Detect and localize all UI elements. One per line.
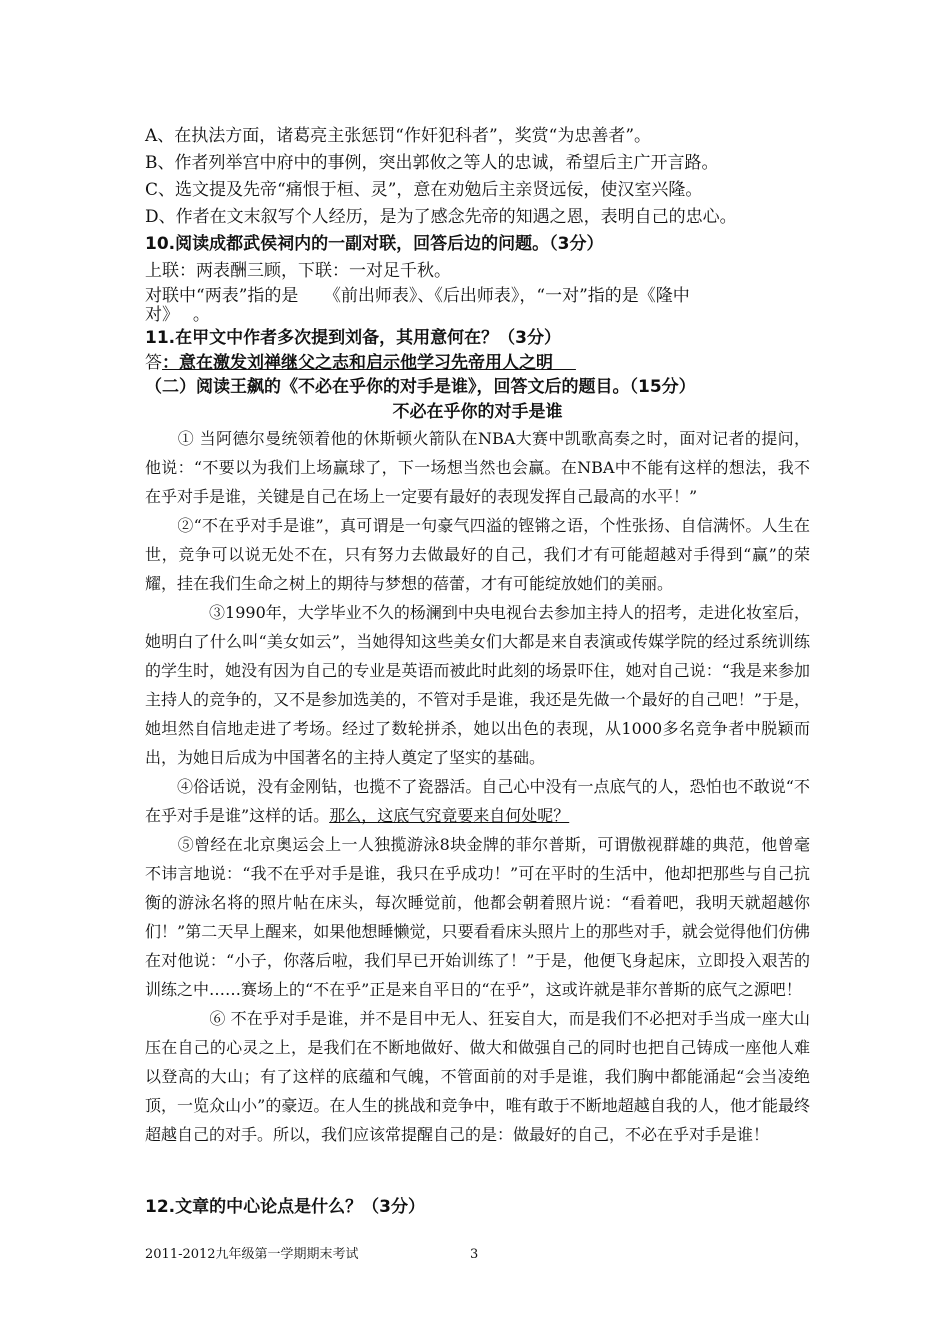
answer-10-line1: 对联中“两表”指的是 《前出师表》、《后出师表》，“一对”指的是《隆中 [145, 286, 690, 306]
section-2-heading: （二）阅读王飙的《不必在乎你的对手是谁》，回答文后的题目。（15分） [145, 377, 696, 397]
option-b: B、作者列举宫中府中的事例，突出郭攸之等人的忠诚，希望后主广开言路。 [145, 153, 719, 173]
option-c: C、选文提及先帝“痛恨于桓、灵”，意在劝勉后主亲贤远佞，使汉室兴隆。 [145, 180, 703, 200]
question-11: 11.在甲文中作者多次提到刘备，其用意何在？（3分） [145, 328, 561, 348]
answer-11-text: ：意在激发刘禅继父之志和启示他学习先帝用人之明 [162, 353, 576, 373]
answer-10-line2: 对》 。 [145, 305, 210, 325]
option-d: D、作者在文末叙写个人经历，是为了感念先帝的知遇之恩，表明自己的忠心。 [145, 207, 737, 227]
option-a: A、在执法方面，诸葛亮主张惩罚“作奸犯科者”，奖赏“为忠善者”。 [145, 126, 652, 146]
question-10: 10.阅读成都武侯祠内的一副对联，回答后边的问题。（3分） [145, 234, 604, 254]
answer-prefix: 答 [145, 353, 162, 373]
paragraph-6: ⑥ 不在乎对手是谁，并不是目中无人、狂妄自大，而是我们不必把对手当成一座大山压在自己的心灵之上，是我们在不断地做好、做大和做强自己的同时也把自己铸成一座他人难以登高的大山；有了这样的底蕴和气魄，不管面前的对手是谁，我们胸中都能涌起“会当凌绝顶，一览众山小”的豪迈。在人生的挑战和竞争中，唯有敢于不断地超越自我的人，他才能最终超越自己的对手。所以，我们应该常提醒自己的是：做最好的自己，不必在乎对手是谁！ [145, 1009, 810, 1144]
paragraph-1: ① 当阿德尔曼统领着他的休斯顿火箭队在NBA大赛中凯歌高奏之时，面对记者的提问，他说：“不要以为我们上场赢球了，下一场想当然也会赢。在NBA中不能有这样的想法，我不在乎对手是谁，关键是自己在场上一定要有最好的表现发挥自己最高的水平！” [145, 429, 810, 506]
paragraph-2: ②“不在乎对手是谁”，真可谓是一句豪气四溢的铿锵之语，个性张扬、自信满怀。人生在世，竞争可以说无处不在，只有努力去做最好的自己，我们才有可能超越对手得到“赢”的荣耀，挂在我们生命之树上的期待与梦想的蓓蕾，才有可能绽放她们的美丽。 [145, 516, 810, 593]
paragraph-4 [145, 772, 810, 830]
footer-exam-name: 2011-2012九年级第一学期期末考试 [145, 1247, 359, 1262]
paragraph-4-text: ④俗话说，没有金刚钻，也揽不了瓷器活。自己心中没有一点底气的人，恐怕也不敢说“不在乎对手是谁”这样的话。 [145, 777, 810, 825]
article-title: 不必在乎你的对手是谁 [392, 402, 563, 422]
answer-11 [145, 351, 810, 375]
article-body [145, 424, 810, 1149]
paragraph-5: ⑤曾经在北京奥运会上一人独揽游泳8块金牌的菲尔普斯，可谓傲视群雄的典范，他曾毫不讳言地说：“我不在乎对手是谁，我只在乎成功！”可在平时的生活中，他却把那些与自己抗衡的游泳名将的照片帖在床头，每次睡觉前，他都会朝着照片说：“看着吧，我明天就超越你们！”第二天早上醒来，如果他想睡懒觉，只要看看床头照片上的那些对手，就会觉得他们仿佛在对他说：“小子，你落后啦，我们早已开始训练了！”于是，他便飞身起床，立即投入艰苦的训练之中……赛场上的“不在乎”正是来自平日的“在乎”，这或许就是菲尔普斯的底气之源吧！ [145, 835, 810, 999]
question-12: 12.文章的中心论点是什么？（3分） [145, 1197, 425, 1217]
paragraph-4-underlined: 那么，这底气究竟要来自何处呢？ [329, 806, 570, 825]
footer-page-number: 3 [470, 1247, 479, 1262]
couplet-text: 上联：两表酬三顾，下联：一对足千秋。 [145, 261, 451, 281]
paragraph-3: ③1990年，大学毕业不久的杨澜到中央电视台去参加主持人的招考，走进化妆室后，她明白了什么叫“美女如云”，当她得知这些美女们大都是来自表演或传媒学院的经过系统训练的学生时，她没有因为自己的专业是英语而被此时此刻的场景吓住，她对自己说：“我是来参加主持人的竞争的，又不是参加选美的，不管对手是谁，我还是先做一个最好的自己吧！”于是，她坦然自信地走进了考场。经过了数轮拼杀，她以出色的表现，从1000多名竞争者中脱颖而出，为她日后成为中国著名的主持人奠定了坚实的基础。 [145, 603, 810, 767]
